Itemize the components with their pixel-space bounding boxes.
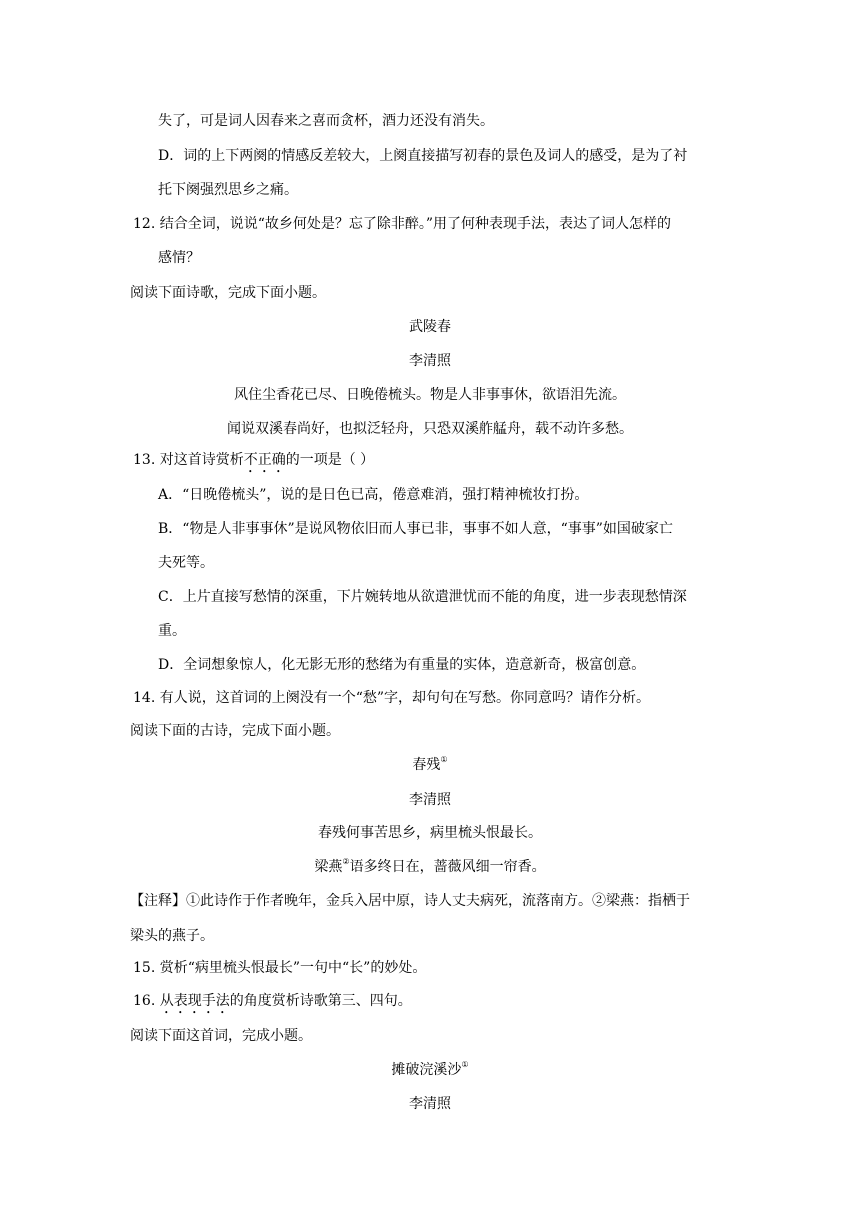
poem1-title: 武陵春: [409, 319, 451, 335]
poem1-line1: 风住尘香花已尽、日晚倦梳头。物是人非事事休，欲语泪先流。: [234, 387, 626, 403]
question-16: [133, 991, 412, 1017]
option-b-line2: 夫死等。: [158, 555, 214, 571]
poem2-author: 李清照: [409, 792, 451, 808]
poem2-line2-a: 梁燕: [314, 859, 343, 875]
question-13-prefix: 13. 对这首诗赏析: [133, 452, 244, 468]
poem1-line2: 闻说双溪春尚好，也拟泛轻舟，只恐双溪舴艋舟，载不动许多愁。: [227, 421, 633, 437]
question-13-suffix: 的一项是（ ）: [285, 452, 375, 468]
question-16-emphasis: 从表现手法: [159, 993, 230, 1009]
option-c-continuation: 失了，可是词人因春来之喜而贪杯，酒力还没有消失。: [158, 113, 494, 129]
reading-instruction-2: 阅读下面的古诗，完成下面小题。: [130, 723, 340, 739]
question-12-line2: 感情？: [158, 250, 200, 266]
option-d: D．全词想象惊人，化无影无形的愁绪为有重量的实体，造意新奇，极富创意。: [158, 657, 646, 673]
question-16-suffix: 的角度赏析诗歌第三、四句。: [229, 993, 412, 1009]
poem3-title: [0, 1060, 860, 1080]
poem1-author: 李清照: [409, 353, 451, 369]
poem2-title-text: 春残: [412, 757, 441, 773]
question-15: 15. 赏析“病里梳头恨最长”一句中“长”的妙处。: [133, 960, 427, 976]
reading-instruction-3: 阅读下面这首词，完成小题。: [130, 1028, 312, 1044]
question-13-emphasis: 不正确: [243, 452, 286, 468]
reading-instruction-1: 阅读下面诗歌，完成下面小题。: [130, 285, 326, 301]
poem2-line1: 春残何事苦思乡，病里梳头恨最长。: [318, 825, 542, 841]
option-b-line1: B．“物是人非事事休”是说风物依旧而人事已非，事事不如人意，“事事”如国破家亡: [158, 521, 673, 537]
option-c-line2: 重。: [158, 623, 186, 639]
question-12-line1: 12. 结合全词，说说“故乡何处是？忘了除非醉。”用了何种表现手法，表达了词人怎样的: [133, 216, 672, 232]
option-a: A．“日晚倦梳头”，说的是日色已高，倦意难消，强打精神梳妆打扮。: [158, 487, 589, 503]
option-d-line2: 托下阕强烈思乡之痛。: [158, 182, 298, 198]
footnote-marker-2: ②: [342, 857, 350, 866]
footnote-marker-1: ①: [440, 755, 448, 764]
question-13: [133, 450, 374, 476]
question-16-prefix: 16.: [133, 993, 160, 1009]
option-c-line1: C．上片直接写愁情的深重，下片婉转地从欲遣泄忧而不能的角度，进一步表现愁情深: [158, 589, 687, 605]
poem2-line2-b: 语多终日在，蔷薇风细一帘香。: [349, 859, 546, 875]
question-14: 14. 有人说，这首词的上阕没有一个“愁”字，却句句在写愁。你同意吗？请作分析。: [133, 690, 651, 706]
option-d-line1: D．词的上下两阕的情感反差较大，上阕直接描写初春的景色及词人的感受，是为了衬: [158, 148, 688, 164]
poem2-title: [0, 755, 860, 775]
footnote-marker-3: ①: [461, 1060, 469, 1069]
annotation-line1: 【注释】①此诗作于作者晚年，金兵入居中原，诗人丈夫病死，流落南方。②梁燕：指栖于: [130, 893, 690, 909]
annotation-line2: 梁头的燕子。: [130, 928, 214, 944]
poem2-line2: [0, 857, 860, 877]
poem3-title-text: 摊破浣溪沙: [391, 1062, 462, 1078]
poem3-author: 李清照: [409, 1096, 451, 1112]
